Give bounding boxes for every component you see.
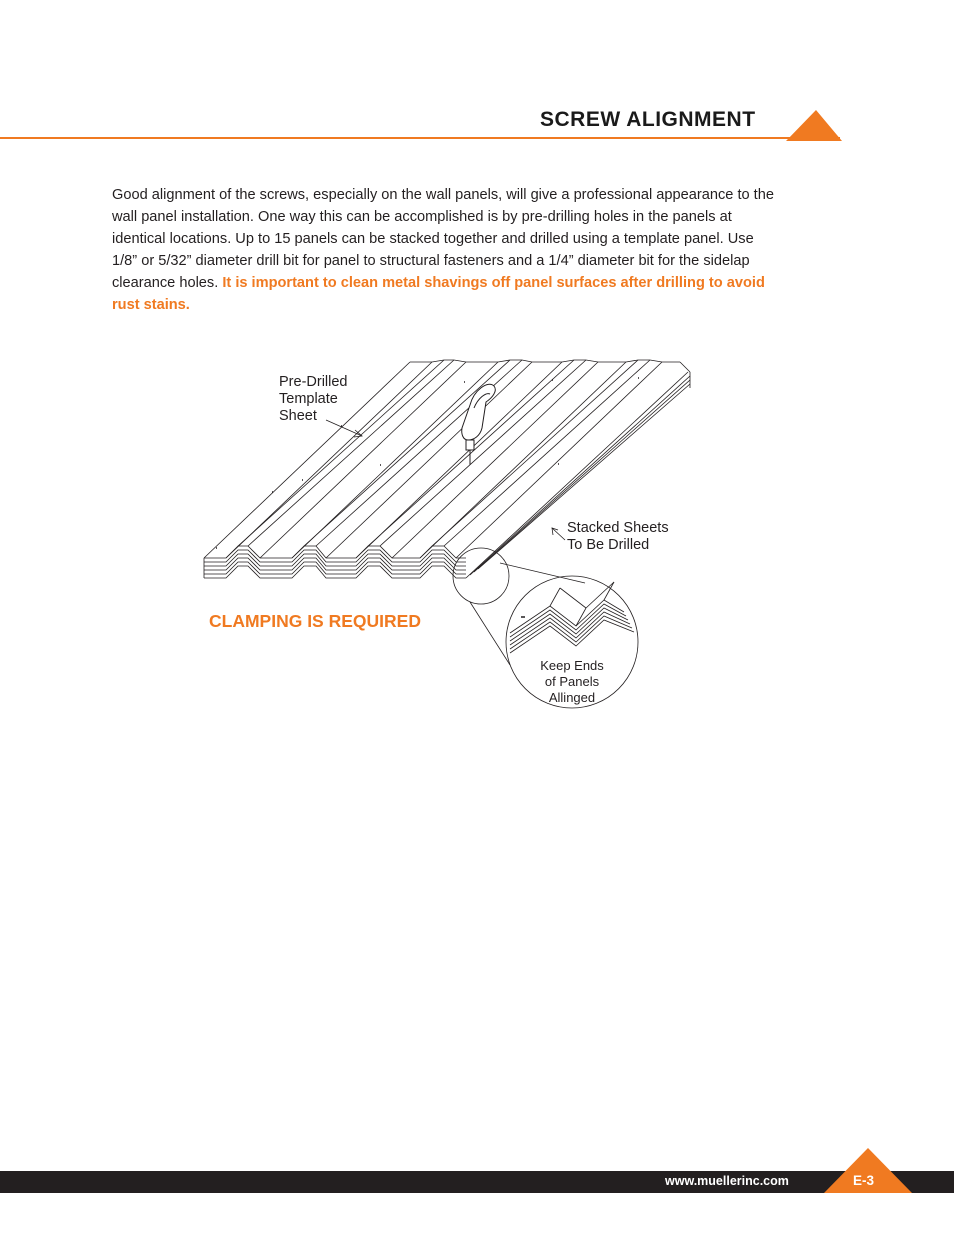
footer-url: www.muellerinc.com: [665, 1174, 789, 1188]
page-title: SCREW ALIGNMENT: [540, 108, 756, 131]
page-number: E-3: [853, 1173, 875, 1188]
keep-ends-label: Keep Ends of Panels Allinged: [540, 658, 604, 705]
template-sheet-label: Pre-Drilled Template Sheet: [279, 374, 348, 424]
clamping-note: CLAMPING IS REQUIRED: [209, 611, 421, 631]
intro-text: Good alignment of the screws, especially on the wall panels, will give a professional appearance to the wall panel installation. One way this can be accomplished is by pre-drilling holes in the panels at identical locations. Up to 15 panels can be stacked together and drilled using a template panel. Use 1/8” or 5/32” diameter drill bit for panel to structural fasteners and a 1/4” diameter bit for the sidelap clearance holes.: [112, 187, 774, 291]
intro-highlight: It is important to clean metal shavings off panel surfaces after drilling to avoid rust stains.: [112, 275, 765, 313]
footer-bar: [0, 1171, 954, 1193]
stacked-sheets-label: Stacked Sheets To Be Drilled: [567, 520, 669, 553]
